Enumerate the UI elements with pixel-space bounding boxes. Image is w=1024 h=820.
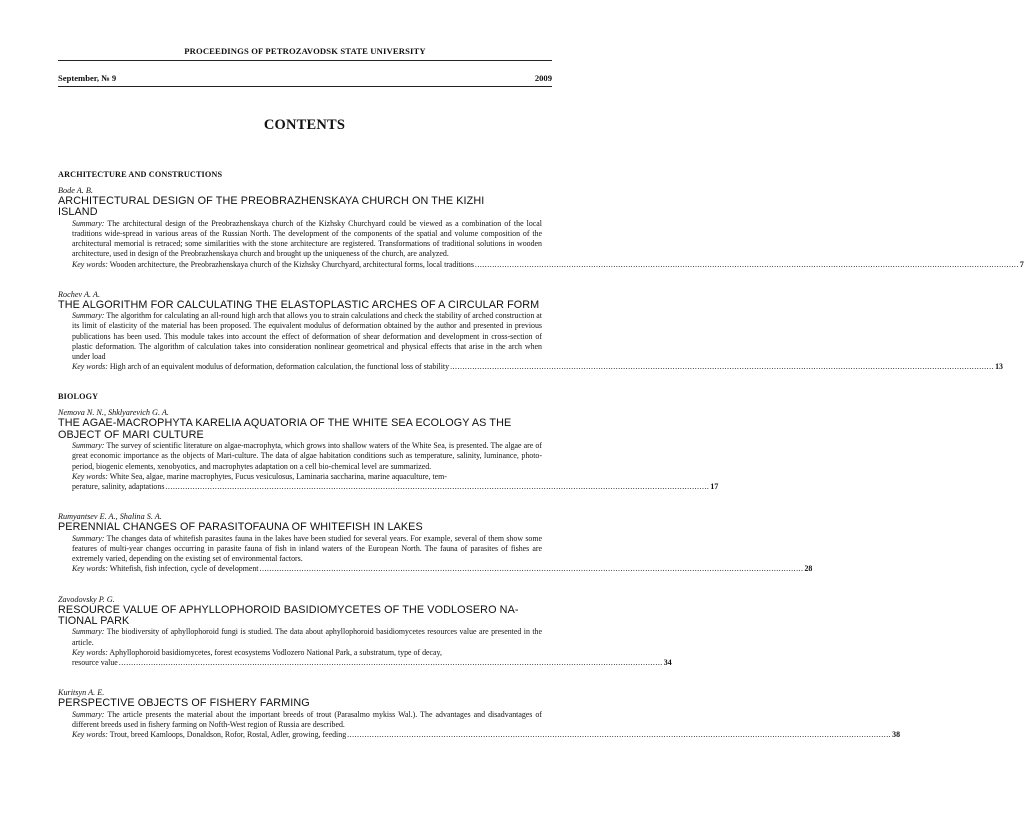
article-entry[interactable] <box>58 186 1024 270</box>
summary-label: Summary: <box>72 441 105 451</box>
entry-spacer <box>58 575 542 589</box>
article-authors: Zavodovsky P. G. <box>58 594 115 604</box>
keywords-text: White Sea, algae, marine macrophytes, Fucus vesiculosus, Laminaria saccharina, marine aquaculture, tem- <box>109 471 447 481</box>
keywords-text-last <box>72 564 259 574</box>
article-keywords <box>72 362 1003 372</box>
keywords-text-last <box>72 730 346 740</box>
page-number[interactable]: 7 <box>1019 259 1024 269</box>
keywords-text: Whitefish, fish infection, cycle of development <box>109 564 259 574</box>
article-keywords <box>72 729 901 740</box>
article-keywords <box>72 471 719 492</box>
header-rule-bottom <box>58 86 552 87</box>
article-title-line[interactable]: ARCHITECTURAL DESIGN OF THE PREOBRAZHENSKAYA CHURCH ON THE KIZHI <box>58 195 485 207</box>
leader-dots: ............................................................................................................................................................................................................................ <box>118 657 663 667</box>
keywords-text: Wooden architecture, the Preobrazhenskaya church of the Kizhsky Churchyard, architectural forms, local traditions <box>109 259 474 269</box>
article-authors: Rumyantsev E. A., Shalina S. A. <box>58 512 162 522</box>
header-rule-top <box>58 60 552 61</box>
running-head: PROCEEDINGS OF PETROZAVODSK STATE UNIVERSITY <box>184 46 426 56</box>
keywords-last-line <box>72 729 901 740</box>
keywords-text: resource value <box>72 657 118 667</box>
article-summary <box>72 219 542 260</box>
article-entry[interactable] <box>58 408 719 492</box>
article-keywords <box>72 647 672 668</box>
article-title-line[interactable]: PERENNIAL CHANGES OF PARASITOFAUNA OF WHITEFISH IN LAKES <box>58 521 423 534</box>
entry-spacer <box>58 270 542 284</box>
article-title-line[interactable]: ISLAND <box>58 206 98 219</box>
keywords-label: Key words: <box>72 647 108 657</box>
article-summary <box>72 710 542 730</box>
article-title-line[interactable]: OBJECT OF MARI CULTURE <box>58 428 204 441</box>
toc-section <box>58 391 901 740</box>
article-title-line[interactable]: RESOURCE VALUE OF APHYLLOPHOROID BASIDIOMYCETES OF THE VODLOSERO NA- <box>58 603 519 616</box>
keywords-last-line <box>72 657 672 668</box>
article-summary-block <box>58 533 813 575</box>
leader-dots: ............................................................................................................................................................................................................................ <box>347 729 892 739</box>
article-keywords <box>72 564 813 574</box>
leader-dots: ............................................................................................................................................................................................................................ <box>259 564 804 574</box>
article-authors: Rochev A. A. <box>58 289 100 299</box>
page-number[interactable]: 17 <box>710 482 719 492</box>
article-summary-block <box>58 311 1003 372</box>
leader-dots: ............................................................................................................................................................................................................................ <box>474 259 1019 269</box>
article-summary-block <box>58 218 1024 270</box>
keywords-text: Trout, breed Kamloops, Donaldson, Rofor, Rostal, Adler, growing, feeding <box>109 729 347 739</box>
keywords-text-last <box>72 658 118 668</box>
article-summary <box>72 627 542 647</box>
article-title-line[interactable]: PERSPECTIVE OBJECTS OF FISHERY FARMING <box>58 697 310 710</box>
article-summary <box>72 534 542 565</box>
summary-label: Summary: <box>72 627 105 637</box>
summary-label: Summary: <box>72 709 105 719</box>
keywords-label: Key words: <box>72 259 108 269</box>
article-authors: Bode A. B. <box>58 186 93 195</box>
summary-label: Summary: <box>72 311 105 321</box>
article-authors: Nemova N. N., Shklyarevich G. A. <box>58 408 169 418</box>
summary-label: Summary: <box>72 533 105 543</box>
section-spacer <box>58 372 542 391</box>
keywords-line <box>72 472 542 482</box>
keywords-last-line <box>72 362 1003 372</box>
article-keywords <box>72 259 1024 270</box>
summary-text: The survey of scientific literature on algae-macrophyta, which grows into shallow waters of the White Sea, is presented. The algae are of great economic importance as the objects of Mari-culture. The data of algae habitation conditions such as temperature, salinity, luminance, photo-period, biogenic elements, xenobyotics, and macrophytes adaptation on a cell bio-chemical level are summarized. <box>72 441 542 471</box>
keywords-last-line <box>72 482 719 492</box>
keywords-line <box>72 648 542 658</box>
article-summary-block <box>58 627 672 668</box>
issue-year: 2009 <box>534 73 552 83</box>
section-heading: ARCHITECTURE AND CONSTRUCTIONS <box>58 170 223 179</box>
keywords-label: Key words: <box>72 362 108 372</box>
article-entry[interactable] <box>58 594 672 669</box>
keywords-label: Key words: <box>72 471 108 481</box>
issue-row <box>58 73 552 83</box>
keywords-label: Key words: <box>72 729 108 739</box>
article-entry[interactable] <box>58 688 901 740</box>
page-number[interactable]: 38 <box>892 729 901 739</box>
article-summary-block <box>58 441 719 492</box>
entry-spacer <box>58 668 542 682</box>
article-summary <box>72 441 542 472</box>
page-title: CONTENTS <box>263 117 346 133</box>
summary-text: The algorithm for calculating an all-round high arch that allows you to strain calculations and check the stability of arched construction at its limit of elasticity of the material has been proposed. The equivalent modulus of deformation obtained by the author and presented in previous publications has been used. This module takes into account the effect of deformation of shear deformation and development in cross-section of plastic deformation. The algorithm of calculation takes into consideration nonlinear geometrical and physical effects that arise in the arch when under load <box>72 311 542 362</box>
article-summary-block <box>58 709 901 741</box>
keywords-last-line <box>72 564 813 574</box>
leader-dots: ............................................................................................................................................................................................................................ <box>450 362 995 372</box>
keywords-text-last <box>72 482 164 492</box>
keywords-text: High arch of an equivalent modulus of deformation, deformation calculation, the functional loss of stability <box>109 362 450 372</box>
article-title-line[interactable]: THE AGAE-MACROPHYTA KARELIA AQUATORIA OF THE WHITE SEA ECOLOGY AS THE <box>58 417 512 430</box>
table-of-contents <box>58 169 1024 740</box>
summary-label: Summary: <box>72 218 105 228</box>
keywords-text-last <box>72 362 449 372</box>
article-authors: Kuritsyn A. E. <box>58 688 105 698</box>
page-number[interactable]: 34 <box>663 657 672 667</box>
page-number[interactable]: 13 <box>995 362 1003 372</box>
article-entry[interactable] <box>58 512 813 574</box>
issue-label: September, № 9 <box>58 73 117 83</box>
summary-text: The biodiversity of aphyllophoroid fungi is studied. The data about aphyllophoroid basidiomycetes resources value are presented in the article. <box>72 627 542 647</box>
article-title-line[interactable]: THE ALGORITHM FOR CALCULATING THE ELASTOPLASTIC ARCHES OF A CIRCULAR FORM <box>58 298 540 311</box>
page-number[interactable]: 28 <box>804 564 813 574</box>
article-entry[interactable] <box>58 289 1003 373</box>
keywords-last-line <box>72 259 1024 270</box>
article-summary <box>72 311 542 362</box>
summary-text: The architectural design of the Preobrazhenskaya church of the Kizhsky Churchyard could be viewed as a combination of the local traditions wide-spread in various areas of the Russian North. The development of the components of the spatial and volume composition of the architectural memorial is retraced; some similarities with the stone architecture are registered. Transformations of traditional solutions in wooden architecture, used in design of the Preobrazhenskaya church and brought up the uniqueness of the church, are analyzed. <box>72 218 542 259</box>
leader-dots: ............................................................................................................................................................................................................................ <box>165 482 710 492</box>
summary-text: The article presents the material about the important breeds of trout (Parasalmo mykiss Wal.). The advantages and disadvantages of different breeds used in fishery farming on Nofth-West region of Russia are described. <box>72 709 542 729</box>
entry-spacer <box>58 492 542 506</box>
keywords-text-last <box>72 260 474 270</box>
keywords-text: Aphyllophoroid basidiomycetes, forest ecosystems Vodlozero National Park, a substratum, type of decay, <box>109 647 442 657</box>
summary-text: The changes data of whitefish parasites fauna in the lakes have been studied for several years. For example, several of them show some features of multi-year changes occurring in parasite fauna of fish in inland waters of the European North. The fauna of parasites of fishes are extremely varied, depending on the existing set of environmental factors. <box>72 533 542 564</box>
keywords-text: perature, salinity, adaptations <box>72 482 165 492</box>
section-heading: BIOLOGY <box>58 392 99 402</box>
article-title-line[interactable]: TIONAL PARK <box>58 614 130 627</box>
keywords-label: Key words: <box>72 564 108 574</box>
toc-section <box>58 169 1024 372</box>
